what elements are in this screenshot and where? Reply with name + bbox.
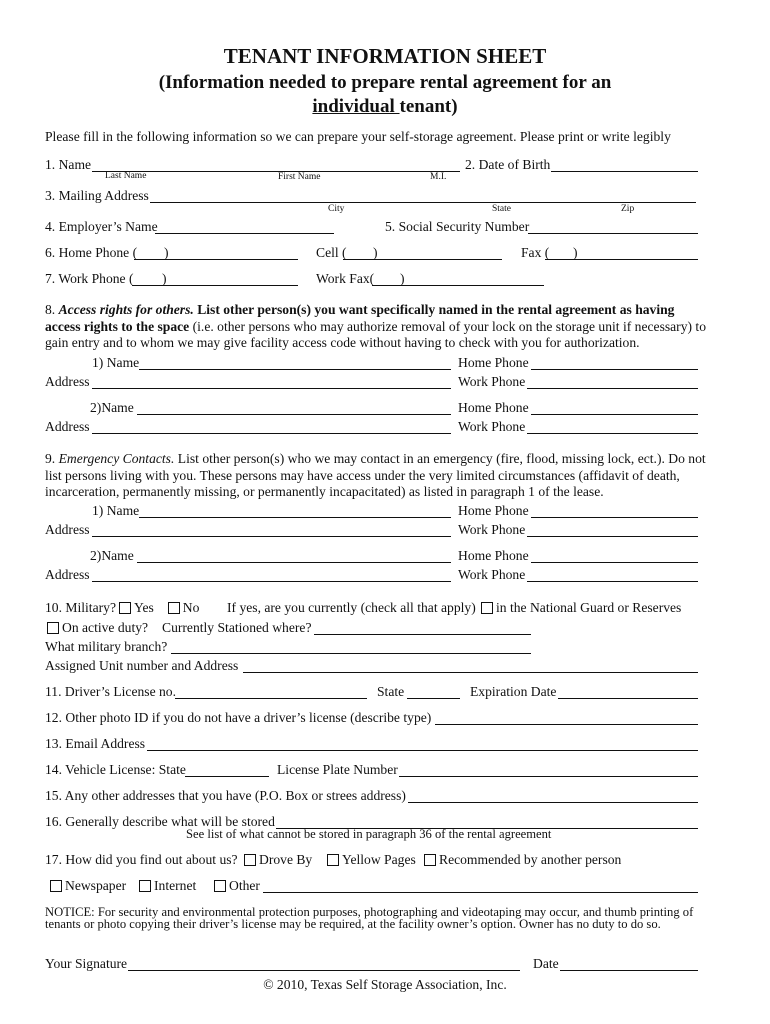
- emergency-name-2-label: 2)Name: [90, 548, 134, 563]
- active-duty-label: On active duty?: [62, 620, 149, 635]
- recommended-checkbox[interactable]: [424, 854, 436, 866]
- employer-field[interactable]: [155, 233, 334, 234]
- access-address-2-field[interactable]: [92, 433, 451, 434]
- access-number: 8.: [45, 302, 59, 317]
- subtitle-emphasis: individual: [312, 96, 400, 117]
- cell-label: Cell (: [316, 245, 347, 260]
- expiration-field[interactable]: [558, 698, 698, 699]
- national-guard-label: in the National Guard or Reserves: [496, 600, 682, 615]
- emergency-work-phone-2-field[interactable]: [527, 581, 698, 582]
- internet-option: [139, 878, 196, 894]
- emergency-number: 9.: [45, 451, 59, 466]
- expiration-label: Expiration Date: [470, 684, 557, 699]
- military-label: 10. Military?: [45, 600, 116, 615]
- vehicle-state-label: 14. Vehicle License: State: [45, 762, 186, 777]
- work-fax-field[interactable]: [372, 285, 544, 286]
- newspaper-option: [50, 878, 126, 894]
- other-addresses-label: 15. Any other addresses that you have (P.O. Box or strees address): [45, 788, 406, 803]
- assigned-unit-field[interactable]: [243, 672, 698, 673]
- drove-by-checkbox[interactable]: [244, 854, 256, 866]
- date-field[interactable]: [560, 970, 698, 971]
- page-title: TENANT INFORMATION SHEET: [223, 44, 547, 68]
- plate-number-label: License Plate Number: [277, 762, 398, 777]
- employer-label: 4. Employer’s Name: [45, 219, 158, 234]
- recommended-label: Recommended by another person: [439, 852, 622, 867]
- yellow-pages-option: [327, 852, 416, 868]
- email-label: 13. Email Address: [45, 736, 146, 751]
- stored-items-label: 16. Generally describe what will be stored: [45, 814, 275, 829]
- emergency-home-phone-2-label: Home Phone: [458, 548, 529, 563]
- military-row: [45, 600, 199, 616]
- emergency-work-phone-2-label: Work Phone: [458, 567, 526, 582]
- cell-paren: ): [373, 245, 378, 260]
- military-yes-label: Yes: [133, 600, 154, 615]
- assigned-unit-label: Assigned Unit number and Address: [45, 658, 239, 673]
- dob-label: 2. Date of Birth: [465, 157, 551, 172]
- access-address-1-label: Address: [45, 374, 90, 389]
- notice-text: NOTICE: For security and environmental protection purposes, photographing and videotaping may occur, and thumb printing of tenants or photo copying their driver’s license may be required, at the facility owner’s option. Owner has no duty to do so.: [45, 905, 694, 932]
- referral-label: 17. How did you find out about us?: [45, 852, 238, 867]
- dl-state-field[interactable]: [407, 698, 460, 699]
- drivers-license-label: 11. Driver’s License no.: [45, 684, 176, 699]
- name-field[interactable]: [92, 171, 460, 172]
- email-field[interactable]: [147, 750, 698, 751]
- work-phone-paren: ): [162, 271, 167, 286]
- page-subtitle-line-1: (Information needed to prepare rental agreement for an: [158, 72, 612, 93]
- other-addresses-field[interactable]: [408, 802, 698, 803]
- access-work-phone-1-label: Work Phone: [458, 374, 526, 389]
- emergency-heading: Emergency Contacts.: [58, 451, 175, 466]
- emergency-address-2-field[interactable]: [92, 581, 451, 582]
- work-phone-label: 7. Work Phone (: [45, 271, 134, 286]
- emergency-address-1-field[interactable]: [92, 536, 451, 537]
- fax-label: Fax (: [521, 245, 550, 260]
- active-duty-row: [47, 620, 148, 636]
- work-phone-field[interactable]: [132, 285, 298, 286]
- first-name-caption: First Name: [278, 172, 321, 182]
- access-work-phone-1-field[interactable]: [527, 388, 698, 389]
- military-branch-field[interactable]: [171, 653, 531, 654]
- access-home-phone-1-label: Home Phone: [458, 355, 529, 370]
- emergency-name-1-label: 1) Name: [92, 503, 140, 518]
- emergency-name-1-field[interactable]: [139, 517, 451, 518]
- access-work-phone-2-label: Work Phone: [458, 419, 526, 434]
- stationed-field[interactable]: [314, 634, 531, 635]
- fax-field[interactable]: [545, 259, 698, 260]
- military-no-label: No: [182, 600, 200, 615]
- name-label: 1. Name: [45, 157, 92, 172]
- newspaper-checkbox[interactable]: [50, 880, 62, 892]
- ssn-label: 5. Social Security Number: [385, 219, 530, 234]
- access-heading: Access rights for others.: [58, 302, 194, 317]
- access-text: (i.e. other persons who may authorize removal of your lock on the storage unit if necessary) to gain entry and to whom we may give facility access code without having to check with you for authorization.: [45, 318, 707, 350]
- state-caption: State: [492, 204, 511, 214]
- internet-label: Internet: [154, 878, 197, 893]
- other-checkbox[interactable]: [214, 880, 226, 892]
- yellow-pages-checkbox[interactable]: [327, 854, 339, 866]
- access-bold-text: List other person(s) you want specifically named in the rental agreement as having access rights to the space: [45, 302, 675, 334]
- other-label: Other: [229, 878, 260, 893]
- vehicle-state-field[interactable]: [185, 776, 269, 777]
- access-name-1-label: 1) Name: [92, 355, 140, 370]
- emergency-home-phone-1-field[interactable]: [531, 517, 698, 518]
- fax-paren: ): [573, 245, 578, 260]
- emergency-address-1-label: Address: [45, 522, 90, 537]
- newspaper-label: Newspaper: [65, 878, 127, 893]
- cell-field[interactable]: [343, 259, 502, 260]
- emergency-name-2-field[interactable]: [137, 562, 451, 563]
- recommended-option: [424, 852, 621, 868]
- access-address-2-label: Address: [45, 419, 90, 434]
- emergency-text: List other person(s) who we may contact in an emergency (fire, flood, missing lock, ect.). Do not list persons living with you. These persons may have access under the very limited circumstances (affidavit of death, incarceration, permanently missing, or permanently incapacitated) as listed in paragraph 1 of the lease.: [45, 451, 706, 499]
- military-branch-label: What military branch?: [45, 639, 168, 654]
- guard-row: [481, 600, 681, 616]
- emergency-address-2-label: Address: [45, 567, 90, 582]
- emergency-work-phone-1-label: Work Phone: [458, 522, 526, 537]
- stored-items-note: See list of what cannot be stored in paragraph 36 of the rental agreement: [186, 827, 552, 841]
- work-fax-label: Work Fax(: [316, 271, 375, 286]
- dob-field[interactable]: [551, 171, 698, 172]
- military-yes-checkbox[interactable]: [119, 602, 131, 614]
- subtitle-end: tenant): [399, 96, 458, 117]
- ssn-field[interactable]: [528, 233, 698, 234]
- drove-by-option: [244, 852, 312, 868]
- access-rights-paragraph: [45, 302, 710, 352]
- intro-text: Please fill in the following information so we can prepare your self-storage agreement. Please print or write legibly: [45, 129, 671, 144]
- internet-checkbox[interactable]: [139, 880, 151, 892]
- access-home-phone-2-label: Home Phone: [458, 400, 529, 415]
- mailing-address-field[interactable]: [150, 202, 696, 203]
- access-name-2-label: 2)Name: [90, 400, 134, 415]
- national-guard-checkbox[interactable]: [481, 602, 493, 614]
- dl-state-label: State: [377, 684, 405, 699]
- other-option: [214, 878, 260, 894]
- stationed-label: Currently Stationed where?: [162, 620, 312, 635]
- signature-field[interactable]: [128, 970, 520, 971]
- access-name-2-field[interactable]: [137, 414, 451, 415]
- emergency-work-phone-1-field[interactable]: [527, 536, 698, 537]
- active-duty-checkbox[interactable]: [47, 622, 59, 634]
- access-home-phone-1-field[interactable]: [531, 369, 698, 370]
- home-phone-label: 6. Home Phone (: [45, 245, 138, 260]
- access-work-phone-2-field[interactable]: [527, 433, 698, 434]
- yellow-pages-label: Yellow Pages: [342, 852, 416, 867]
- signature-label: Your Signature: [45, 956, 128, 971]
- home-phone-field[interactable]: [134, 259, 298, 260]
- emergency-contacts-paragraph: [45, 451, 710, 501]
- access-address-1-field[interactable]: [92, 388, 451, 389]
- zip-caption: Zip: [621, 204, 635, 214]
- other-photo-id-label: 12. Other photo ID if you do not have a driver’s license (describe type): [45, 710, 432, 725]
- last-name-caption: Last Name: [105, 171, 147, 181]
- mi-caption: M.I.: [430, 172, 447, 182]
- mailing-address-label: 3. Mailing Address: [45, 188, 149, 203]
- emergency-home-phone-2-field[interactable]: [531, 562, 698, 563]
- home-phone-paren: ): [164, 245, 169, 260]
- page-subtitle-line-2: [0, 96, 770, 118]
- military-no-checkbox[interactable]: [168, 602, 180, 614]
- date-label: Date: [533, 956, 559, 971]
- city-caption: City: [328, 204, 345, 214]
- military-if-yes-text: If yes, are you currently (check all that apply): [227, 600, 476, 615]
- plate-number-field[interactable]: [399, 776, 698, 777]
- access-name-1-field[interactable]: [139, 369, 451, 370]
- copyright-footer: © 2010, Texas Self Storage Association, Inc.: [263, 977, 507, 992]
- emergency-home-phone-1-label: Home Phone: [458, 503, 529, 518]
- other-referral-field[interactable]: [263, 892, 698, 893]
- work-fax-paren: ): [400, 271, 405, 286]
- other-photo-id-field[interactable]: [435, 724, 698, 725]
- drove-by-label: Drove By: [259, 852, 313, 867]
- access-home-phone-2-field[interactable]: [531, 414, 698, 415]
- drivers-license-field[interactable]: [175, 698, 367, 699]
